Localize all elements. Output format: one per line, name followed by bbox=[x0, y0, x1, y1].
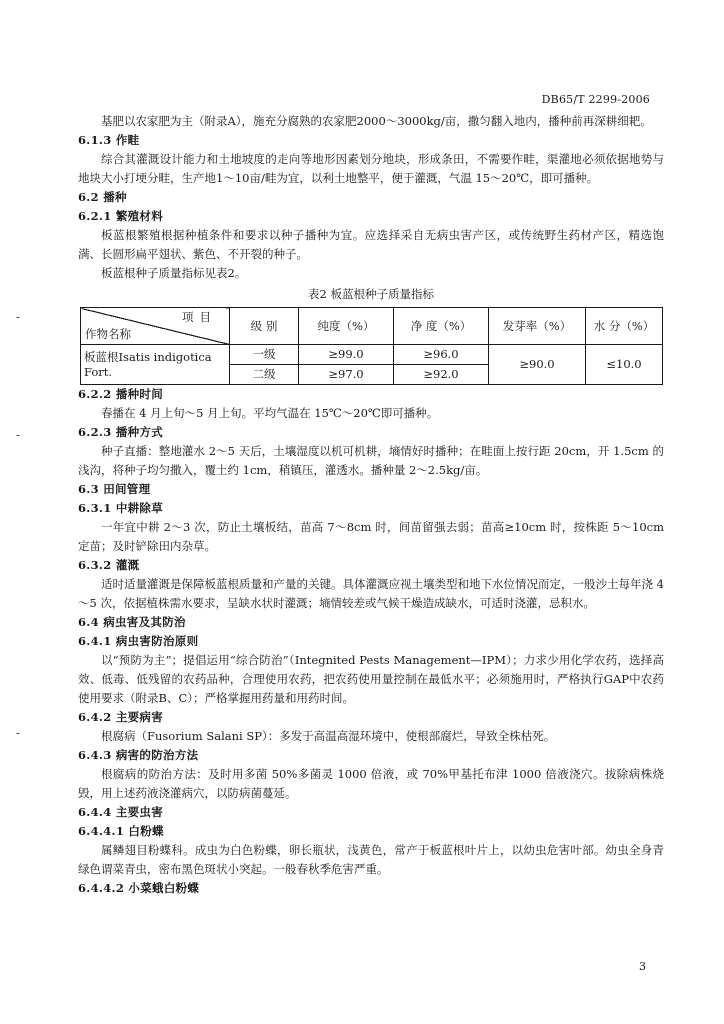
heading-6-4: 6.4 病虫害及其防治 bbox=[78, 615, 186, 629]
paragraph-propagation-material: 板蓝根繁殖根据种植条件和要求以种子播种为宜。应选择采自无病虫害产区，或传统野生药材产区，精选饱满、长圆形扁平翅状、紫色、不开裂的种子。 bbox=[78, 228, 664, 261]
header-grade: 级 别 bbox=[230, 308, 299, 345]
margin-mark: - bbox=[16, 310, 21, 324]
heading-6-3-1: 6.3.1 中耕除草 bbox=[78, 501, 164, 515]
table-header-row bbox=[81, 308, 663, 345]
heading-6-3-2: 6.3.2 灌溉 bbox=[78, 558, 140, 572]
heading-6-4-4-1: 6.4.4.1 白粉蝶 bbox=[78, 824, 164, 838]
cleanliness-cell: ≥92.0 bbox=[394, 365, 489, 385]
header-cleanliness: 净 度（%） bbox=[394, 308, 489, 345]
heading-6-4-2: 6.4.2 主要病害 bbox=[78, 710, 164, 724]
header-purity: 纯度（%） bbox=[299, 308, 394, 345]
purity-cell: ≥97.0 bbox=[299, 365, 394, 385]
paragraph-table-reference: 板蓝根种子质量指标见表2。 bbox=[101, 266, 247, 280]
paragraph-weeding: 一年宜中耕 2～3 次，防止土壤板结，苗高 7～8cm 时，间苗留强去弱；苗高≥10cm 时，按株距 5～10cm 定苗；及时铲除田内杂草。 bbox=[78, 520, 664, 553]
heading-6-2-1: 6.2.1 繁殖材料 bbox=[78, 209, 164, 223]
document-body bbox=[78, 112, 664, 898]
paragraph-sowing-method: 种子直播：整地灌水 2～5 天后，土壤湿度以机可机耕，墒情好时播种；在畦面上按行距 20cm，开 1.5cm 的浅沟，将种子均匀撒入，覆土约 1cm，稍镇压，灌透水。播种量 2～2.5kg/亩。 bbox=[78, 444, 664, 477]
heading-6-1-3: 6.1.3 作畦 bbox=[78, 133, 140, 147]
paragraph-main-diseases: 根腐病（Fusorium Salani SP）：多发于高温高湿环境中，使根部腐烂，导致全株枯死。 bbox=[101, 729, 556, 743]
header-moisture: 水 分（%） bbox=[586, 308, 663, 345]
margin-mark: - bbox=[16, 428, 21, 442]
heading-6-2-2: 6.2.2 播种时间 bbox=[78, 387, 164, 401]
heading-6-3: 6.3 田间管理 bbox=[78, 482, 151, 496]
heading-6-4-3: 6.4.3 病害的防治方法 bbox=[78, 748, 199, 762]
paragraph-sowing-time: 春播在 4 月上旬～5 月上旬。平均气温在 15℃～20℃即可播种。 bbox=[101, 406, 439, 420]
table-row bbox=[81, 345, 663, 365]
grade-cell: 一级 bbox=[230, 345, 299, 365]
paragraph-disease-control: 根腐病的防治方法：及时用多菌 50%多菌灵 1000 倍液，或 70%甲基托布津 1000 倍液浇穴。拔除病株烧毁，用上述药液浇灌病穴，以防病菌蔓延。 bbox=[78, 767, 664, 800]
crop-name-cell: 板蓝根Isatis indigotica Fort. bbox=[81, 345, 230, 385]
document-code: DB65/T 2299-2006 bbox=[541, 93, 650, 106]
heading-6-2: 6.2 播种 bbox=[78, 190, 127, 204]
header-germination: 发芽率（%） bbox=[489, 308, 586, 345]
purity-cell: ≥99.0 bbox=[299, 345, 394, 365]
paragraph-base-fertilizer: 基肥以农家肥为主（附录A），施充分腐熟的农家肥2000～3000kg/亩，撒匀翻入地内，播种前再深耕细耙。 bbox=[101, 114, 652, 128]
header-item-label: 项目 bbox=[182, 310, 217, 324]
heading-6-4-1: 6.4.1 病虫害防治原则 bbox=[78, 634, 199, 648]
grade-cell: 二级 bbox=[230, 365, 299, 385]
diagonal-header-cell bbox=[81, 308, 230, 345]
heading-6-2-3: 6.2.3 播种方式 bbox=[78, 425, 164, 439]
margin-mark: - bbox=[16, 726, 21, 740]
moisture-cell: ≤10.0 bbox=[586, 345, 663, 385]
paragraph-irrigation: 适时适量灌溉是保障板蓝根质量和产量的关键。具体灌溉应视土壤类型和地下水位情况而定，一般沙土每年浇 4～5 次，依据植株需水要求，呈缺水状时灌溉；墒情较差或气候干燥造成缺水，可适时浇灌，忌积水。 bbox=[78, 577, 664, 610]
header-crop-label: 作物名称 bbox=[85, 327, 131, 341]
table-caption: 表2 板蓝根种子质量指标 bbox=[308, 287, 434, 301]
page-number: 3 bbox=[639, 960, 646, 973]
paragraph-bed-making: 综合其灌溉设计能力和土地坡度的走向等地形因素划分地块，形成条田，不需要作畦，渠灌地必须依据地势与地块大小打埂分畦，生产地1～10亩/畦为宜，以利土地整平，便于灌溉，气温 15～20℃，即可播种。 bbox=[78, 152, 664, 185]
seed-quality-table bbox=[80, 307, 663, 385]
cleanliness-cell: ≥96.0 bbox=[394, 345, 489, 365]
paragraph-pest-principles: 以“预防为主”；提倡运用“综合防治”（Integnited Pests Management—IPM）；力求少用化学农药，选择高效、低毒、低残留的农药品种，合理使用农药，把农药使用量控制在最低水平；必须施用时，严格执行GAP中农药使用要求（附录B、C）；严格掌握用药量和用药时间。 bbox=[78, 653, 664, 705]
germination-cell: ≥90.0 bbox=[489, 345, 586, 385]
paragraph-cabbage-butterfly: 属鳞翅目粉蝶科。成虫为白色粉蝶，卵长瓶状，浅黄色，常产于板蓝根叶片上，以幼虫危害叶部。幼虫全身青绿色谓菜青虫，密布黑色斑状小突起。一般春秋季危害严重。 bbox=[78, 843, 664, 876]
heading-6-4-4-2: 6.4.4.2 小菜蛾白粉蝶 bbox=[78, 881, 200, 895]
heading-6-4-4: 6.4.4 主要虫害 bbox=[78, 805, 164, 819]
